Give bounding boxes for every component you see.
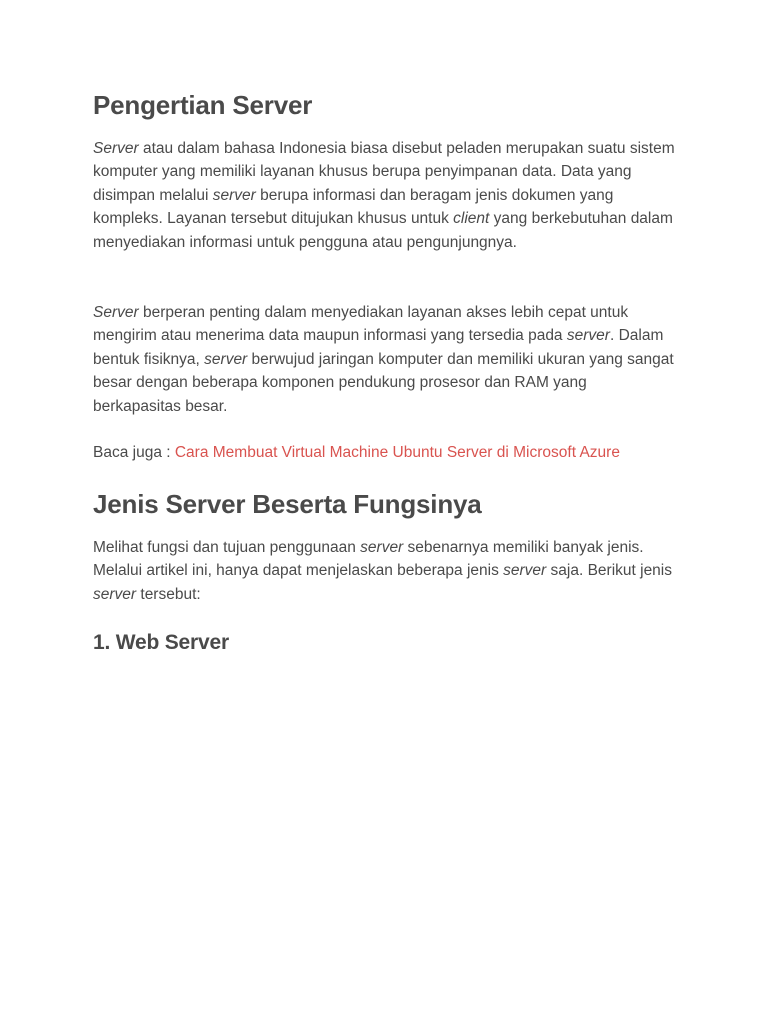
paragraph-server-types-intro bbox=[93, 536, 678, 606]
text-run: tersebut: bbox=[136, 585, 201, 603]
emphasized-term: server bbox=[566, 327, 610, 345]
text-run: yang berkebutuhan dalam menyediakan informasi untuk pengguna atau pengunjungnya. bbox=[93, 210, 673, 251]
emphasized-term: server bbox=[93, 585, 137, 603]
heading-jenis-server: Jenis Server Beserta Fungsinya bbox=[93, 489, 482, 519]
text-run: . Dalam bentuk fisiknya, bbox=[93, 327, 664, 368]
read-also-label: Baca juga : bbox=[93, 444, 175, 461]
read-also-line bbox=[93, 441, 678, 464]
text-run: atau dalam bahasa Indonesia biasa disebut peladen merupakan suatu sistem komputer yang memiliki layanan khusus berupa penyimpanan data. Data yang disimpan melalui bbox=[93, 140, 675, 204]
text-run: sebenarnya memiliki banyak jenis. Melalui artikel ini, hanya dapat menjelaskan beberapa jenis bbox=[93, 539, 644, 580]
text-run: berupa informasi dan beragam jenis dokumen yang kompleks. Layanan tersebut ditujukan khusus untuk bbox=[93, 186, 614, 228]
emphasized-term: Server bbox=[93, 304, 139, 321]
text-run: saja. Berikut jenis bbox=[546, 562, 672, 580]
related-article-link[interactable]: Cara Membuat Virtual Machine Ubuntu Server di Microsoft Azure bbox=[174, 444, 620, 461]
emphasized-term: client bbox=[453, 210, 490, 228]
emphasized-term: server bbox=[204, 350, 248, 368]
heading-pengertian-server: Pengertian Server bbox=[93, 90, 313, 120]
emphasized-term: Server bbox=[93, 140, 139, 157]
paragraph-server-role bbox=[93, 301, 678, 418]
text-run: Melihat fungsi dan tujuan penggunaan bbox=[93, 539, 361, 556]
emphasized-term: server bbox=[503, 562, 547, 580]
paragraph-server-definition bbox=[93, 137, 678, 254]
emphasized-term: server bbox=[360, 539, 404, 556]
text-run: berperan penting dalam menyediakan layanan akses lebih cepat untuk mengirim atau menerima data maupun informasi yang tersedia pada bbox=[93, 304, 629, 345]
emphasized-term: server bbox=[212, 186, 256, 204]
heading-web-server: 1. Web Server bbox=[93, 631, 229, 654]
text-run: berwujud jaringan komputer dan memiliki ukuran yang sangat besar dengan beberapa komponen pendukung prosesor dan RAM yang berkapasitas besar. bbox=[93, 350, 674, 415]
